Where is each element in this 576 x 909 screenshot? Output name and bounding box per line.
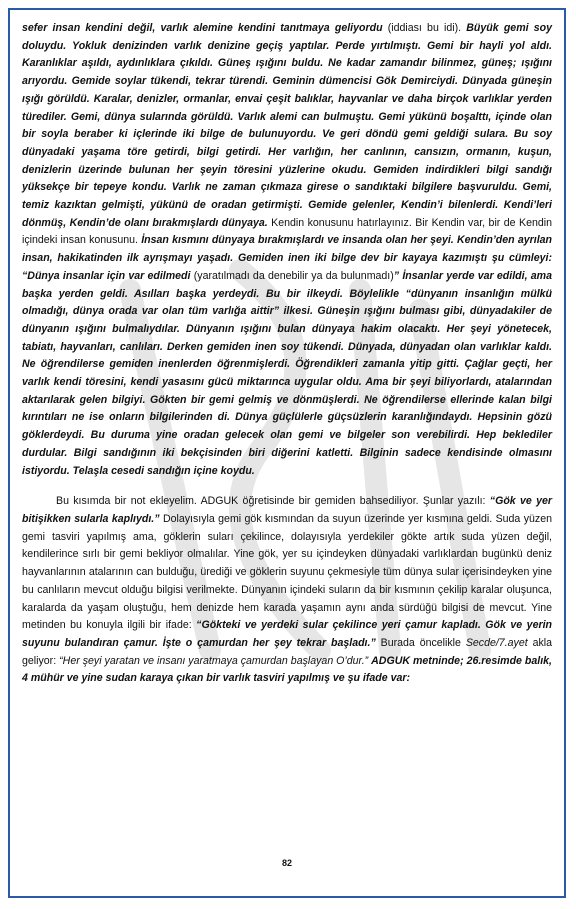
paragraph-2: [22, 493, 552, 688]
text-run: İnsan kısmını dünyaya bırakmışlardı ve insanda olan her şeyi. Kendin’den ayrılan insan, hakikatinden ilk ayrışmayı yaşadı. Gemiden inen iki bilge dev bir kayaya kazımıştı şu cümleyi: “Dünya insanlar için var edilmedi: [22, 234, 552, 282]
text-run: ” İnsanlar yerde var edildi, ama başka yerden geldi. Asılları başka yerdeydi. Bu bir ilkeydi. Böylelikle “dünyanın insanlığın mülkü olmadığı, dünya orada var olan tüm varlığa aittir” ilkesi. Güneşin ışığını bulması gibi, dünyadakiler de dünyanın ışığını bulmalıydılar. Dünyanın ışığını bulan dünyaya hakim olacaktı. Her şeyi yönetecek, tabiatı, hayvanları, canlıları. Derken gemiden inen soy tükendi. Dünyada, dünyadan olan varlıklar kaldı. Ne öğrendilerse gemiden inenlerden öğrenmişlerdi. Öğrendikleri zamanla yitip gitti. Çağlar geçti, her varlık kendi töresini, kendi yasasını gücü miktarınca uygular oldu. Ama bir şeyi biliyorlardı, atalarından aktarılarak gelen bilgiyi. Gökten bir gemi gelmiş ve dönmüşlerdi. Ne öğrendilerse ellerinde kalan bilgi kırıntıları ne ise onların bilgilerinden di. Dünya güçlülerle güçsüzlerin karanlığındaydı. Hepsinin gözü göklerdeydi. Bu duruma yine oradan gelecek olan gemi ve bilgeler son verebilirdi. Hep beklediler durdular. Bilgi sandığının iki bekçisinden biri diğerini katletti. Bilginin sadece kendisinde olmasını istiyordu. Telaşla cesedi sandığın içine koydu.: [22, 269, 552, 477]
text-run: sefer insan kendini değil, varlık alemine kendini tanıtmaya geliyordu: [22, 22, 383, 34]
text-run: Bu kısımda bir not ekleyelim. ADGUK öğretisinde bir gemiden bahsediliyor. Şunlar yazılı:: [56, 495, 490, 508]
text-run: (yaratılmadı da denebilir ya da bulunmadı): [190, 269, 394, 282]
page-frame: [8, 8, 566, 898]
text-run: akla geliyor:: [22, 636, 553, 667]
text-run: “Her şeyi yaratan ve insanı yaratmaya çamurdan başlayan O’dur.”: [59, 654, 369, 667]
text-run: ADGUK metninde; 26.resimde balık, 4 mühür ve yine sudan karaya çıkan bir varlık tasviri yapılmış ve şu ifade var:: [22, 654, 552, 685]
paragraph-1: [22, 20, 552, 480]
text-run: (iddiası bu idi).: [382, 22, 467, 34]
text-run: “Gökteki ve yerdeki sular çekilince yeri çamur kapladı. Gök ve yerin suyunu bulandıran çamur. İşte o çamurdan her şey tekrar başladı.”: [22, 619, 552, 649]
text-run: “Gök ve yer bitişikken sularla kaplıydı.”: [22, 495, 552, 525]
page-number: 82: [281, 858, 292, 868]
text-run: Dolayısıyla gemi gök kısmından da suyun üzerinde yer kısmına geldi. Suda yüzen gemi tasviri yapılmış ama, göklerin suları çekilince, dolayısıyla yerdekiler gökte artık suda yüzen değil, kendilerince sırlı bir gemi bekliyor olmalılar. Yine gök, yer su içindeyken dünyadaki varlıklardan bugünkü deniz hayvanlarının atalarının can bulduğu, ürediği ve göklerin suyunu çekmesiyle tüm dünya sular içerisindeyken yine bu canlıların mevcut olduğu bilgisi verilmekte. Dünyanın içindeki suların da bir kısmının çekilip karalar oluşunca, karalarda da yaşam oluştuğu, hem denizde hem karada yaşamın aynı anda sürdüğü bilgisi de mevcut. Yine metinden bu konuyla ilgili bir ifade:: [22, 512, 552, 632]
text-run: Kendin konusunu hatırlayınız. Bir Kendin var, bir de Kendin içindeki insan konusunu.: [22, 216, 552, 247]
text-run: Secde/7.ayet: [465, 636, 528, 649]
text-run: Büyük gemi soy doluydu. Yokluk denizinden varlık denizine geçiş yaptılar. Perde yırtılmıştı. Gemi bir hayli yol aldı. Karanlıklar aşıldı, aydınlıklara çıkıldı. Güneş ışığını buldu. Ne kadar zamandır bilinmez, güneş; ışığını arıyordu. Gemide soylar tükendi, tekrar türendi. Geminin dümencisi Gök Demirciydi. Dünyada güneşin ışığı görüldü. Karalar, denizler, ormanlar, envai çeşit balıklar, hayvanlar ve daha birçok varlıklar yerden türediler. Gemi, dünya sularında görüldü. Varlık alemi can bulmuştu. Gemi yükünü boşalttı, içinde olan bir soyla beraber ki içlerinde iki bilge de bulunuyordu. Ve geri döndü gemi geldiği sulara. Bu soy dünyadaki yaşama töre getirdi, bilgi getirdi. Her varlığın, her canlının, cansızın, ormanın, kuşun, denizlerin üzerinde bulunan her şeyin töresini yüzlerine okudu. Gemiden indirdikleri bilgi sandığı yüksekçe bir tepeye kondu. Varlık ne zaman çıkmaza girese o sandıktaki bilgilere başvuruldu. Gemi, temiz kazıktan gelmişti, yükünü de oradan getirmişti. Gemide gelenler, Kendin’i bilenlerdi. Kendi’leri dönmüş, Kendin’de olanı bırakmışlardı dünyaya.: [22, 22, 552, 229]
text-run: Burada öncelikle: [375, 636, 466, 649]
